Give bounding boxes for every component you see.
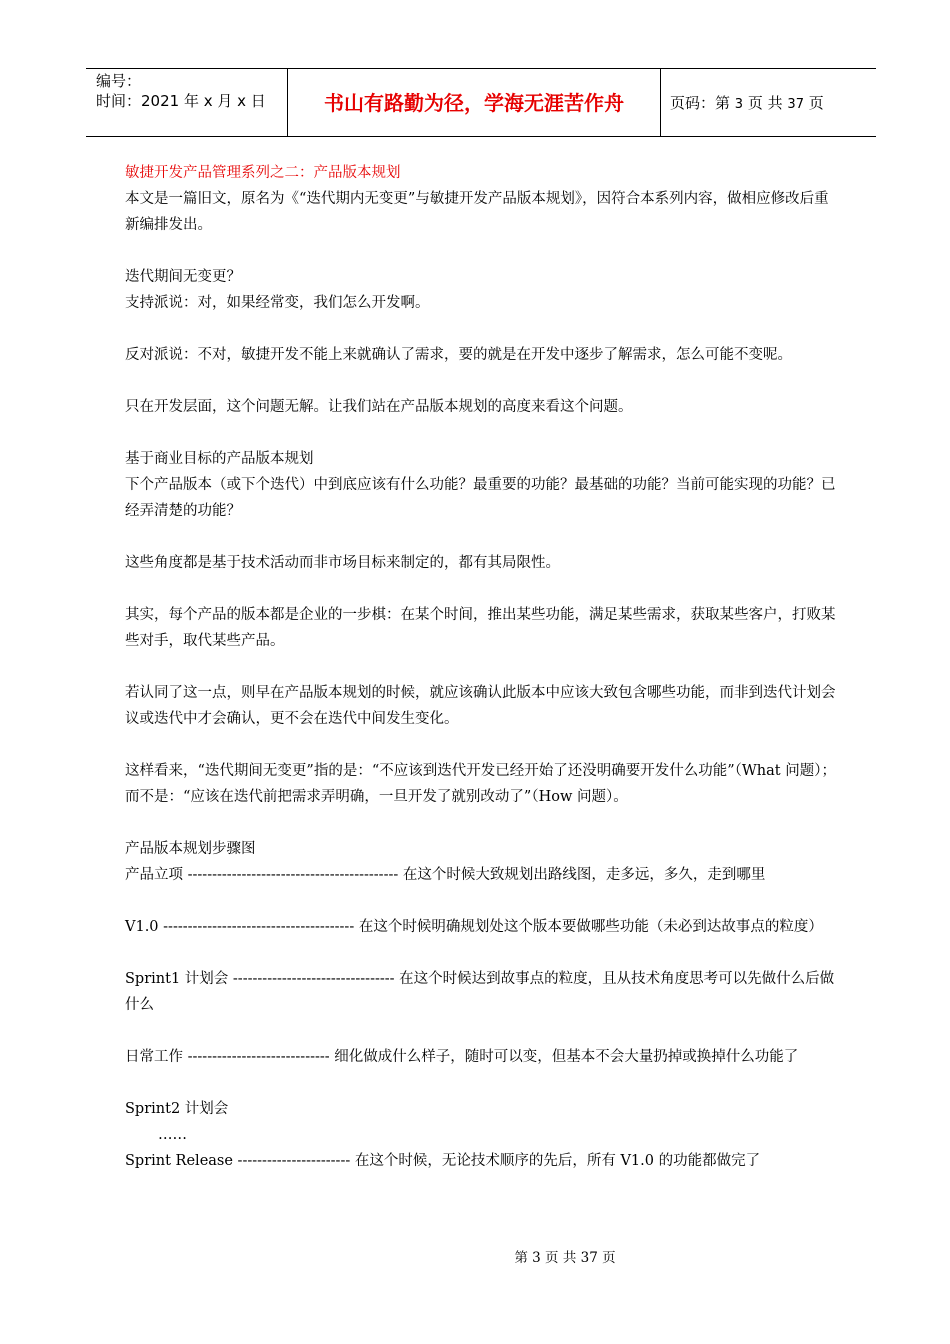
page-label-prefix: 页码：第 bbox=[670, 94, 731, 112]
paragraph-angles: 这些角度都是基于技术活动而非市场目标来制定的，都有其局限性。 bbox=[125, 555, 560, 571]
step-sprint-release: Sprint Release ----------------------- 在这个时候，无论技术顺序的先后，所有 V1.0 的功能都做完了 bbox=[125, 1153, 761, 1169]
article-body bbox=[125, 160, 840, 1174]
header-divider-right bbox=[660, 68, 661, 136]
page-footer bbox=[0, 1246, 950, 1266]
step-project-start: 产品立项 ------------------------------------------- 在这个时候大致规划出路线图，走多远，多久，走到哪里 bbox=[125, 867, 766, 883]
question-heading: 迭代期间无变更？ bbox=[125, 269, 241, 285]
paragraph-meaning: 这样看来，“迭代期间无变更”指的是：“不应该到迭代开发已经开始了还没明确要开发什么功能”（What 问题）；而不是：“应该在迭代前把需求弄明确，一旦开发了就别改动了”（How 问题）。 bbox=[125, 763, 836, 805]
paragraph-intro: 本文是一篇旧文，原名为《“迭代期内无变更”与敏捷开发产品版本规划》，因符合本系列内容，做相应修改后重新编排发出。 bbox=[125, 191, 829, 233]
step-sprint1-planning: Sprint1 计划会 --------------------------------- 在这个时候达到故事点的粒度，且从技术角度思考可以先做什么后做什么 bbox=[125, 971, 835, 1013]
paragraph-chess: 其实，每个产品的版本都是企业的一步棋：在某个时间，推出某些功能，满足某些需求，获取某些客户，打败某些对手，取代某些产品。 bbox=[125, 607, 836, 649]
footer-page-number: 第 3 页 共 37 页 bbox=[514, 1250, 616, 1266]
page-label-mid: 页 共 bbox=[747, 94, 783, 112]
doc-time-label: 时间：2021 年 x 月 x 日 bbox=[96, 92, 266, 110]
steps-heading: 产品版本规划步骤图 bbox=[125, 841, 256, 857]
step-ellipsis: …… bbox=[158, 1127, 187, 1143]
paragraph-support: 支持派说：对，如果经常变，我们怎么开发啊。 bbox=[125, 295, 430, 311]
step-sprint2-planning: Sprint2 计划会 bbox=[125, 1101, 229, 1117]
header-top-rule bbox=[86, 68, 876, 69]
page-label-suffix: 页 bbox=[808, 94, 824, 112]
header-motto: 书山有路勤为径，学海无涯苦作舟 bbox=[324, 91, 624, 115]
header-meta bbox=[96, 71, 266, 111]
section-heading-business: 基于商业目标的产品版本规划 bbox=[125, 451, 314, 467]
page-current: 3 bbox=[734, 97, 744, 112]
page-total: 37 bbox=[787, 97, 804, 112]
step-daily-work: 日常工作 ----------------------------- 细化做成什么样子，随时可以变，但基本不会大量扔掉或换掉什么功能了 bbox=[125, 1049, 799, 1065]
article-title: 敏捷开发产品管理系列之二：产品版本规划 bbox=[125, 165, 401, 181]
paragraph-next-version: 下个产品版本（或下个迭代）中到底应该有什么功能？最重要的功能？最基础的功能？当前可能实现的功能？已经弄清楚的功能？ bbox=[125, 477, 836, 519]
paragraph-oppose: 反对派说：不对，敏捷开发不能上来就确认了需求，要的就是在开发中逐步了解需求，怎么可能不变呢。 bbox=[125, 347, 792, 363]
header-page-indicator bbox=[670, 92, 824, 116]
paragraph-only-dev: 只在开发层面，这个问题无解。让我们站在产品版本规划的高度来看这个问题。 bbox=[125, 399, 633, 415]
step-v1: V1.0 --------------------------------------- 在这个时候明确规划处这个版本要做哪些功能（未必到达故事点的粒度） bbox=[125, 919, 823, 935]
doc-id-label: 编号： bbox=[96, 72, 142, 90]
paragraph-agree: 若认同了这一点，则早在产品版本规划的时候，就应该确认此版本中应该大致包含哪些功能，而非到迭代计划会议或迭代中才会确认，更不会在迭代中间发生变化。 bbox=[125, 685, 836, 727]
header-bottom-rule bbox=[86, 136, 876, 137]
